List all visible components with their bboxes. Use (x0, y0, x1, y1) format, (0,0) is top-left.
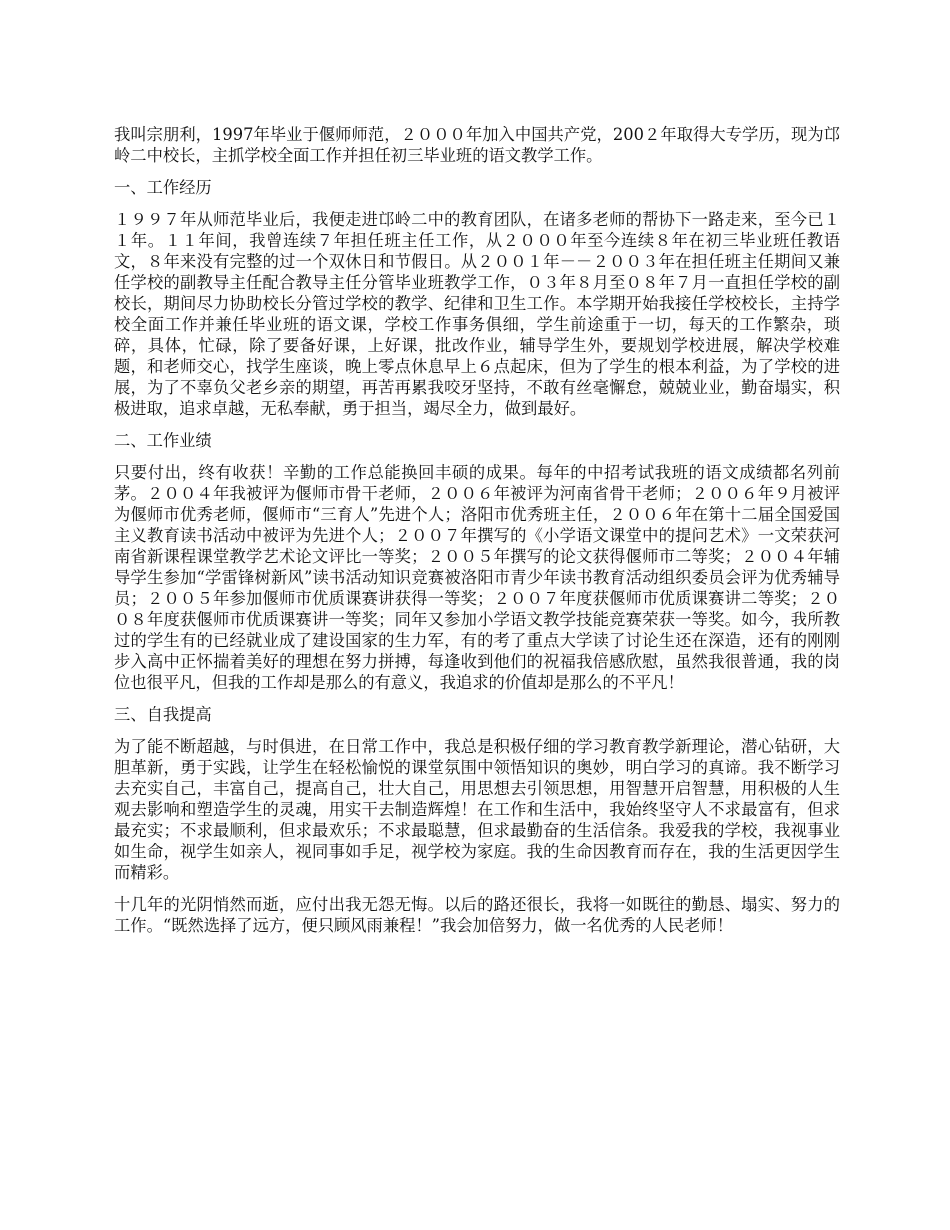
document-body (114, 124, 840, 947)
self-improvement-paragraph: 为了能不断超越，与时俱进，在日常工作中，我总是积极仔细的学习教育教学新理论，潜心钻研，大胆革新，勇于实践，让学生在轻松愉悦的课堂氛围中领悟知识的奥妙，明白学习的真谛。我不断学习去充实自己，丰富自己，提高自己，壮大自己，用思想去引领思想，用智慧开启智慧，用积极的人生观去影响和塑造学生的灵魂，用实干去制造辉煌！在工作和生活中，我始终坚守人不求最富有，但求最充实；不求最顺利，但求最欢乐；不求最聪慧，但求最勤奋的生活信条。我爱我的学校，我视事业如生命，视学生如亲人，视同事如手足，视学校为家庭。我的生命因教育而存在，我的生活更因学生而精彩。 (114, 737, 840, 882)
closing-paragraph: 十几年的光阴悄然而逝，应付出我无怨无悔。以后的路还很长，我将一如既往的勤恳、塌实、努力的工作。“既然选择了远方，便只顾风雨兼程！”我会加倍努力，做一名优秀的人民老师！ (114, 895, 840, 935)
intro-paragraph: 我叫宗朋利，1997年毕业于偃师师范，２０００年加入中国共产党，200２年取得大专学历，现为邙岭二中校长，主抓学校全面工作并担任初三毕业班的语文教学工作。 (114, 125, 840, 165)
section-heading-self-improvement: 三、自我提高 (114, 705, 212, 724)
achievements-paragraph: 只要付出，终有收获！辛勤的工作总能换回丰硕的成果。每年的中招考试我班的语文成绩都名列前茅。２００４年我被评为偃师市骨干老师，２００６年被评为河南省骨干老师；２００６年９月被评为偃师市优秀老师，偃师市“三育人”先进个人；洛阳市优秀班主任，２００６年在第十二届全国爱国主义教育读书活动中被评为先进个人；２００７年撰写的《小学语文课堂中的提问艺术》一文荣获河南省新课程课堂教学艺术论文评比一等奖；２００５年撰写的论文获得偃师市二等奖；２００４年辅导学生参加“学雷锋树新风”读书活动知识竞赛被洛阳市青少年读书教育活动组织委员会评为优秀辅导员；２００５年参加偃师市优质课赛讲获得一等奖；２００７年度获偃师市优质课赛讲二等奖；２００８年度获偃师市优质课赛讲一等奖；同年又参加小学语文教学技能竞赛荣获一等奖。如今，我所教过的学生有的已经就业成了建设国家的生力军，有的考了重点大学读了讨论生还在深造，还有的刚刚步入高中正怀揣着美好的理想在努力拼搏，每逢收到他们的祝福我倍感欣慰，虽然我很普通，我的岗位也很平凡，但我的工作却是那么的有意义，我追求的价值却是那么的不平凡！ (114, 463, 840, 692)
section-heading-achievements: 二、工作业绩 (114, 431, 212, 450)
section-heading-work-history: 一、工作经历 (114, 178, 212, 197)
work-history-paragraph: １９９７年从师范毕业后，我便走进邙岭二中的教育团队，在诸多老师的帮协下一路走来，至今已１１年。１１年间，我曾连续７年担任班主任工作，从２０００年至今连续８年在初三毕业班任教语文，８年来没有完整的过一个双休日和节假日。从２００１年－－２００３年在担任班主任期间又兼任学校的副教导主任配合教导主任分管毕业班教学工作，０３年８月至０８年７月一直担任学校的副校长，期间尽力协助校长分管过学校的教学、纪律和卫生工作。本学期开始我接任学校校长，主持学校全面工作并兼任毕业班的语文课，学校工作事务俱细，学生前途重于一切，每天的工作繁杂，琐碎，具体，忙碌，除了要备好课，上好课，批改作业，辅导学生外，要规划学校进展，解决学校难题，和老师交心，找学生座谈，晚上零点休息早上６点起床，但为了学生的根本利益，为了学校的进展，为了不辜负父老乡亲的期望，再苦再累我咬牙坚持，不敢有丝毫懈怠，兢兢业业，勤奋塌实，积极进取，追求卓越，无私奉献，勇于担当，竭尽全力，做到最好。 (114, 210, 840, 418)
